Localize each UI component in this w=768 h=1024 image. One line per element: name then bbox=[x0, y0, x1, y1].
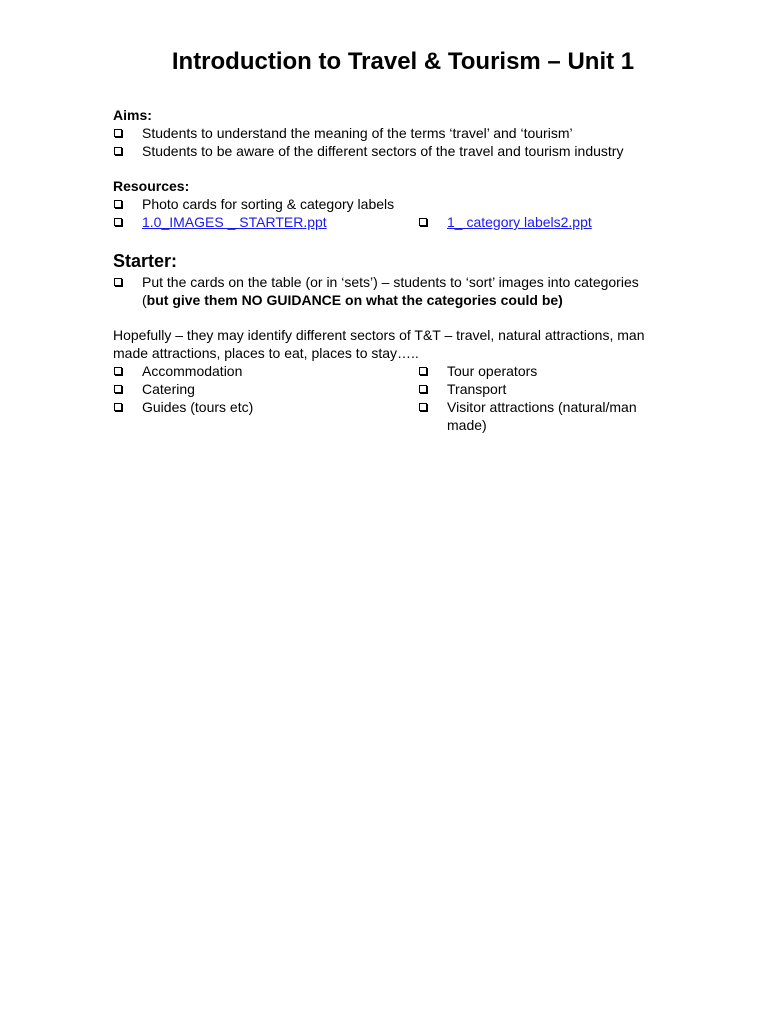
resources-item-text: Photo cards for sorting & category labels bbox=[142, 196, 395, 212]
starter-item-text: Put the cards on the table (or in ‘sets’) – students to ‘sort’ images into categories bbox=[142, 274, 639, 290]
resources-heading: Resources: bbox=[113, 178, 190, 194]
document-title: Introduction to Travel & Tourism – Unit 1 bbox=[171, 48, 635, 75]
checkbox-bullet-icon bbox=[114, 367, 122, 375]
sector-item-text: Catering bbox=[142, 381, 195, 397]
checkbox-bullet-icon bbox=[114, 385, 122, 393]
checkbox-bullet-icon bbox=[419, 385, 427, 393]
sector-item-text: Transport bbox=[447, 381, 507, 397]
resources-section bbox=[113, 177, 683, 231]
sector-item bbox=[113, 380, 372, 398]
sector-item-text: Guides (tours etc) bbox=[142, 399, 254, 415]
sectors-row bbox=[113, 362, 683, 380]
sectors-row bbox=[113, 398, 683, 434]
sector-item-text: Visitor attractions (natural/man made) bbox=[447, 399, 637, 433]
checkbox-bullet-icon bbox=[114, 129, 122, 137]
starter-section bbox=[113, 250, 683, 309]
resources-item bbox=[113, 195, 683, 213]
sectors-row bbox=[113, 380, 683, 398]
aims-item-text: Students to be aware of the different sectors of the travel and tourism industry bbox=[142, 143, 624, 159]
checkbox-bullet-icon bbox=[114, 278, 122, 286]
sector-item-text: Accommodation bbox=[142, 363, 243, 379]
checkbox-bullet-icon bbox=[114, 403, 122, 411]
sectors-paragraph: Hopefully – they may identify different sectors of T&T – travel, natural attractions, man made attractions, places to eat, places to stay….. bbox=[113, 327, 645, 361]
resources-links-row bbox=[113, 213, 683, 231]
aims-heading: Aims: bbox=[113, 107, 152, 123]
checkbox-bullet-icon bbox=[114, 200, 122, 208]
sector-item bbox=[113, 362, 372, 380]
category-labels-link[interactable]: 1_ category labels2.ppt bbox=[447, 214, 592, 230]
checkbox-bullet-icon bbox=[114, 218, 122, 226]
images-starter-link[interactable]: 1.0_IMAGES _ STARTER.ppt bbox=[142, 214, 327, 230]
starter-heading: Starter: bbox=[113, 251, 178, 271]
sector-item bbox=[113, 398, 372, 416]
checkbox-bullet-icon bbox=[419, 403, 427, 411]
starter-item bbox=[113, 273, 683, 309]
starter-item-paren: ( bbox=[142, 292, 147, 308]
starter-item-bold-text: but give them NO GUIDANCE on what the categories could be) bbox=[146, 292, 563, 308]
checkbox-bullet-icon bbox=[114, 147, 122, 155]
aims-item-text: Students to understand the meaning of the terms ‘travel’ and ‘tourism’ bbox=[142, 125, 573, 141]
sector-item-text: Tour operators bbox=[447, 363, 538, 379]
checkbox-bullet-icon bbox=[419, 218, 427, 226]
sector-item bbox=[418, 380, 687, 398]
resources-link-item bbox=[113, 213, 372, 231]
checkbox-bullet-icon bbox=[419, 367, 427, 375]
sectors-section bbox=[113, 326, 683, 434]
sector-item bbox=[418, 398, 662, 434]
aims-section bbox=[113, 106, 683, 160]
sector-item bbox=[418, 362, 687, 380]
aims-item bbox=[113, 124, 683, 142]
aims-item bbox=[113, 142, 683, 160]
resources-link-item bbox=[418, 213, 687, 231]
